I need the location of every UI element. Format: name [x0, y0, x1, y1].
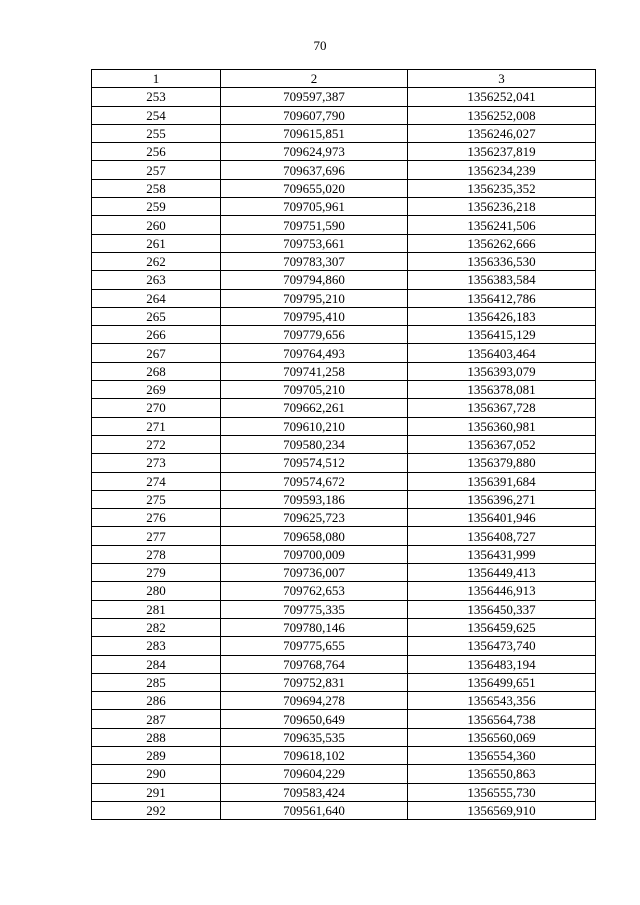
- table-row: [92, 618, 596, 636]
- x-coordinate-cell: 709753,661: [221, 234, 408, 252]
- point-number-cell: 276: [92, 509, 221, 527]
- x-coordinate-cell: 709635,535: [221, 728, 408, 746]
- y-coordinate-cell: 1356401,946: [408, 509, 596, 527]
- table-row: [92, 234, 596, 252]
- table-row: [92, 252, 596, 270]
- point-number-cell: 281: [92, 600, 221, 618]
- table-body: [92, 88, 596, 820]
- point-number-cell: 286: [92, 692, 221, 710]
- table-row: [92, 362, 596, 380]
- point-number-cell: 287: [92, 710, 221, 728]
- point-number-cell: 271: [92, 417, 221, 435]
- table-row: [92, 381, 596, 399]
- x-coordinate-cell: 709574,672: [221, 472, 408, 490]
- point-number-cell: 258: [92, 179, 221, 197]
- point-number-cell: 266: [92, 326, 221, 344]
- point-number-cell: 279: [92, 564, 221, 582]
- point-number-cell: 260: [92, 216, 221, 234]
- point-number-cell: 289: [92, 746, 221, 764]
- table-row: [92, 289, 596, 307]
- table-row: [92, 545, 596, 563]
- x-coordinate-cell: 709607,790: [221, 106, 408, 124]
- y-coordinate-cell: 1356396,271: [408, 490, 596, 508]
- x-coordinate-cell: 709768,764: [221, 655, 408, 673]
- x-coordinate-cell: 709583,424: [221, 783, 408, 801]
- x-coordinate-cell: 709618,102: [221, 746, 408, 764]
- x-coordinate-cell: 709764,493: [221, 344, 408, 362]
- table-row: [92, 655, 596, 673]
- table-row: [92, 399, 596, 417]
- point-number-cell: 259: [92, 198, 221, 216]
- point-number-cell: 265: [92, 307, 221, 325]
- point-number-cell: 292: [92, 801, 221, 819]
- y-coordinate-cell: 1356367,728: [408, 399, 596, 417]
- y-coordinate-cell: 1356241,506: [408, 216, 596, 234]
- y-coordinate-cell: 1356483,194: [408, 655, 596, 673]
- x-coordinate-cell: 709615,851: [221, 124, 408, 142]
- y-coordinate-cell: 1356252,041: [408, 88, 596, 106]
- point-number-cell: 284: [92, 655, 221, 673]
- point-number-cell: 290: [92, 765, 221, 783]
- x-coordinate-cell: 709574,512: [221, 454, 408, 472]
- x-coordinate-cell: 709794,860: [221, 271, 408, 289]
- y-coordinate-cell: 1356235,352: [408, 179, 596, 197]
- point-number-cell: 272: [92, 435, 221, 453]
- table-row: [92, 326, 596, 344]
- x-coordinate-cell: 709783,307: [221, 252, 408, 270]
- point-number-cell: 269: [92, 381, 221, 399]
- x-coordinate-cell: 709795,410: [221, 307, 408, 325]
- table-row: [92, 582, 596, 600]
- table-row: [92, 417, 596, 435]
- table-row: [92, 179, 596, 197]
- table-row: [92, 728, 596, 746]
- y-coordinate-cell: 1356393,079: [408, 362, 596, 380]
- table-row: [92, 344, 596, 362]
- x-coordinate-cell: 709779,656: [221, 326, 408, 344]
- table-row: [92, 765, 596, 783]
- x-coordinate-cell: 709775,335: [221, 600, 408, 618]
- x-coordinate-cell: 709700,009: [221, 545, 408, 563]
- y-coordinate-cell: 1356391,684: [408, 472, 596, 490]
- y-coordinate-cell: 1356246,027: [408, 124, 596, 142]
- x-coordinate-cell: 709597,387: [221, 88, 408, 106]
- x-coordinate-cell: 709650,649: [221, 710, 408, 728]
- table-row: [92, 198, 596, 216]
- page-number: 70: [313, 38, 327, 53]
- table-row: [92, 106, 596, 124]
- x-coordinate-cell: 709610,210: [221, 417, 408, 435]
- x-coordinate-cell: 709624,973: [221, 143, 408, 161]
- column-header-1: 1: [92, 70, 221, 88]
- y-coordinate-cell: 1356543,356: [408, 692, 596, 710]
- x-coordinate-cell: 709625,723: [221, 509, 408, 527]
- y-coordinate-cell: 1356555,730: [408, 783, 596, 801]
- point-number-cell: 277: [92, 527, 221, 545]
- y-coordinate-cell: 1356234,239: [408, 161, 596, 179]
- table-row: [92, 637, 596, 655]
- x-coordinate-cell: 709561,640: [221, 801, 408, 819]
- y-coordinate-cell: 1356446,913: [408, 582, 596, 600]
- table-row: [92, 509, 596, 527]
- point-number-cell: 262: [92, 252, 221, 270]
- table-header-row: [92, 70, 596, 88]
- y-coordinate-cell: 1356426,183: [408, 307, 596, 325]
- y-coordinate-cell: 1356367,052: [408, 435, 596, 453]
- table-row: [92, 454, 596, 472]
- point-number-cell: 288: [92, 728, 221, 746]
- column-header-3: 3: [408, 70, 596, 88]
- x-coordinate-cell: 709658,080: [221, 527, 408, 545]
- table-row: [92, 88, 596, 106]
- x-coordinate-cell: 709752,831: [221, 673, 408, 691]
- y-coordinate-cell: 1356412,786: [408, 289, 596, 307]
- y-coordinate-cell: 1356415,129: [408, 326, 596, 344]
- x-coordinate-cell: 709775,655: [221, 637, 408, 655]
- x-coordinate-cell: 709662,261: [221, 399, 408, 417]
- point-number-cell: 268: [92, 362, 221, 380]
- y-coordinate-cell: 1356550,863: [408, 765, 596, 783]
- y-coordinate-cell: 1356237,819: [408, 143, 596, 161]
- y-coordinate-cell: 1356564,738: [408, 710, 596, 728]
- point-number-cell: 254: [92, 106, 221, 124]
- y-coordinate-cell: 1356569,910: [408, 801, 596, 819]
- x-coordinate-cell: 709593,186: [221, 490, 408, 508]
- y-coordinate-cell: 1356379,880: [408, 454, 596, 472]
- table-row: [92, 600, 596, 618]
- y-coordinate-cell: 1356431,999: [408, 545, 596, 563]
- y-coordinate-cell: 1356499,651: [408, 673, 596, 691]
- table-row: [92, 490, 596, 508]
- y-coordinate-cell: 1356560,069: [408, 728, 596, 746]
- table-row: [92, 527, 596, 545]
- table-row: [92, 124, 596, 142]
- y-coordinate-cell: 1356383,584: [408, 271, 596, 289]
- table-row: [92, 307, 596, 325]
- y-coordinate-cell: 1356450,337: [408, 600, 596, 618]
- column-header-2: 2: [221, 70, 408, 88]
- x-coordinate-cell: 709604,229: [221, 765, 408, 783]
- x-coordinate-cell: 709762,653: [221, 582, 408, 600]
- table-row: [92, 783, 596, 801]
- y-coordinate-cell: 1356252,008: [408, 106, 596, 124]
- x-coordinate-cell: 709705,210: [221, 381, 408, 399]
- y-coordinate-cell: 1356336,530: [408, 252, 596, 270]
- point-number-cell: 274: [92, 472, 221, 490]
- point-number-cell: 261: [92, 234, 221, 252]
- point-number-cell: 283: [92, 637, 221, 655]
- table-row: [92, 801, 596, 819]
- y-coordinate-cell: 1356473,740: [408, 637, 596, 655]
- point-number-cell: 275: [92, 490, 221, 508]
- y-coordinate-cell: 1356408,727: [408, 527, 596, 545]
- point-number-cell: 257: [92, 161, 221, 179]
- point-number-cell: 273: [92, 454, 221, 472]
- x-coordinate-cell: 709637,696: [221, 161, 408, 179]
- y-coordinate-cell: 1356554,360: [408, 746, 596, 764]
- table-row: [92, 161, 596, 179]
- table-row: [92, 673, 596, 691]
- x-coordinate-cell: 709705,961: [221, 198, 408, 216]
- y-coordinate-cell: 1356236,218: [408, 198, 596, 216]
- point-number-cell: 253: [92, 88, 221, 106]
- table-row: [92, 692, 596, 710]
- point-number-cell: 255: [92, 124, 221, 142]
- x-coordinate-cell: 709741,258: [221, 362, 408, 380]
- point-number-cell: 256: [92, 143, 221, 161]
- x-coordinate-cell: 709751,590: [221, 216, 408, 234]
- y-coordinate-cell: 1356360,981: [408, 417, 596, 435]
- x-coordinate-cell: 709795,210: [221, 289, 408, 307]
- table-row: [92, 564, 596, 582]
- y-coordinate-cell: 1356449,413: [408, 564, 596, 582]
- y-coordinate-cell: 1356378,081: [408, 381, 596, 399]
- point-number-cell: 263: [92, 271, 221, 289]
- point-number-cell: 282: [92, 618, 221, 636]
- x-coordinate-cell: 709780,146: [221, 618, 408, 636]
- coordinates-table: [91, 69, 596, 820]
- table-row: [92, 435, 596, 453]
- point-number-cell: 264: [92, 289, 221, 307]
- point-number-cell: 278: [92, 545, 221, 563]
- point-number-cell: 280: [92, 582, 221, 600]
- table-row: [92, 216, 596, 234]
- table-row: [92, 710, 596, 728]
- table-row: [92, 746, 596, 764]
- y-coordinate-cell: 1356403,464: [408, 344, 596, 362]
- point-number-cell: 291: [92, 783, 221, 801]
- point-number-cell: 270: [92, 399, 221, 417]
- y-coordinate-cell: 1356459,625: [408, 618, 596, 636]
- x-coordinate-cell: 709655,020: [221, 179, 408, 197]
- table-row: [92, 271, 596, 289]
- x-coordinate-cell: 709694,278: [221, 692, 408, 710]
- x-coordinate-cell: 709580,234: [221, 435, 408, 453]
- y-coordinate-cell: 1356262,666: [408, 234, 596, 252]
- table-row: [92, 472, 596, 490]
- point-number-cell: 267: [92, 344, 221, 362]
- x-coordinate-cell: 709736,007: [221, 564, 408, 582]
- table-row: [92, 143, 596, 161]
- point-number-cell: 285: [92, 673, 221, 691]
